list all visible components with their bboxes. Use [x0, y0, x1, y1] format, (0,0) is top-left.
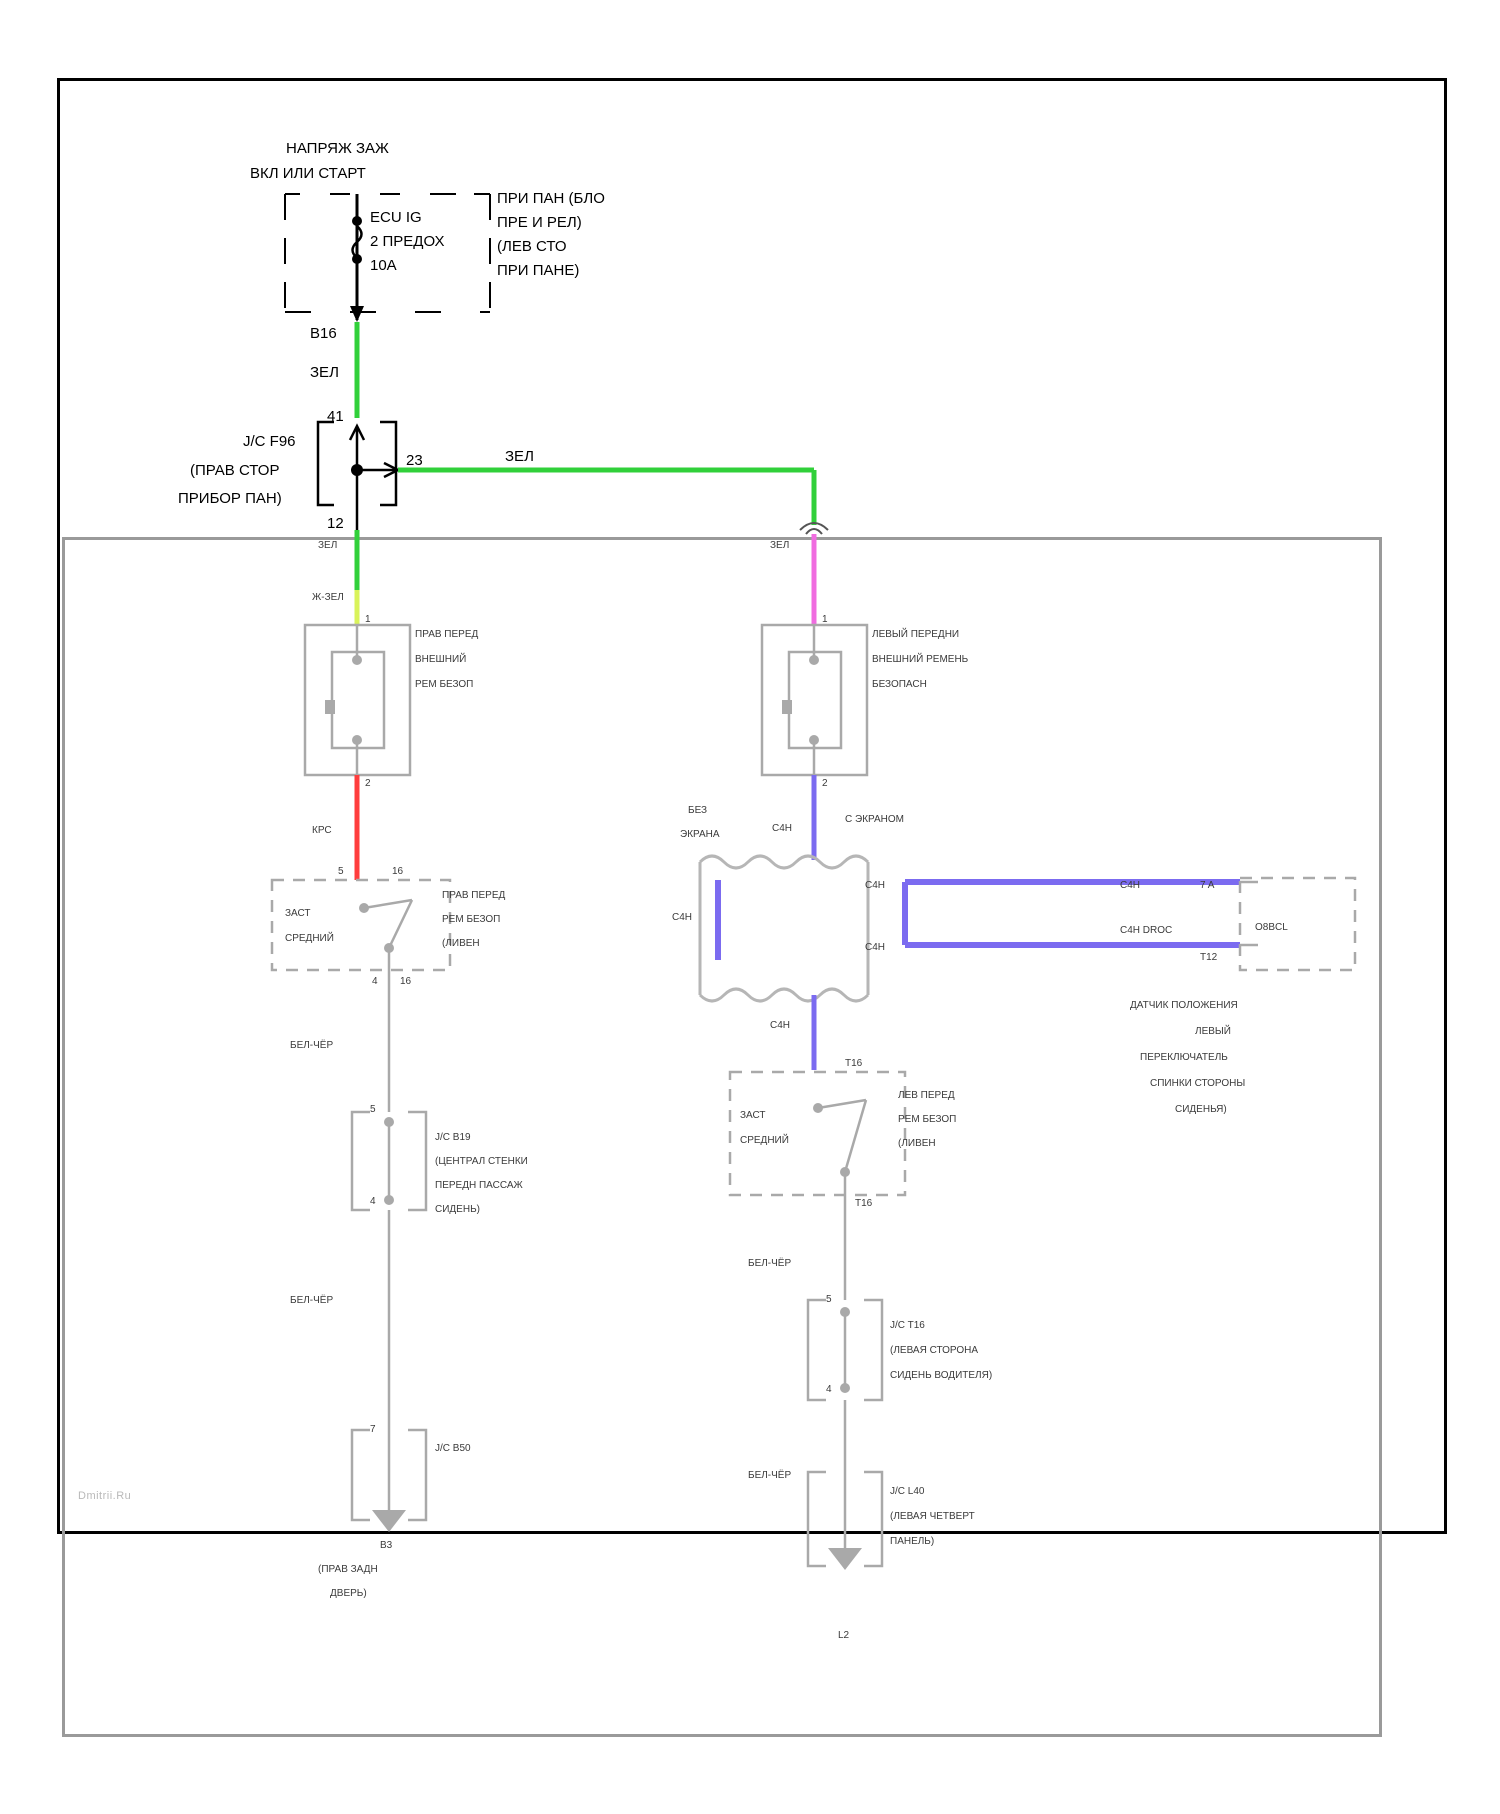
right-conn-note-2: СРЕДНИЙ — [740, 1135, 789, 1146]
left-jc-name: J/C B19 — [435, 1132, 471, 1143]
right-noshield-label-2: ЭКРАНА — [680, 829, 720, 840]
right-occ-label-4: СПИНКИ СТОРОНЫ — [1150, 1078, 1246, 1089]
right-shield-label: С ЭКРАНОМ — [845, 814, 905, 825]
right-occ-label-2: ЛЕВЫЙ — [1195, 1026, 1231, 1037]
fuse-name-label: ECU IG — [370, 209, 422, 226]
ignition-label-line1: НАПРЯЖ ЗАЖ — [286, 140, 389, 157]
left-conn-note-1: ЗАСТ — [285, 908, 311, 919]
panel-note-line3: (ЛЕВ СТО — [497, 238, 567, 255]
left-connector-pin-in: 5 — [338, 866, 344, 877]
left-pin-below-1: 4 — [372, 976, 378, 987]
junction-pin-23-label: 23 — [406, 452, 423, 469]
left-jc-pin-in: 5 — [370, 1104, 376, 1115]
right-occ-pin-3: T12 — [1200, 952, 1218, 963]
fuse-count-label: 2 ПРЕДОХ — [370, 233, 445, 250]
junction-name-label: J/C F96 — [243, 433, 296, 450]
left-wire-label-green: ЗЕЛ — [318, 540, 338, 551]
right-buckle-label-1: ЛЕВЫЙ ПЕРЕДНИ — [872, 629, 960, 640]
left-ground-note-2: ДВЕРЬ) — [330, 1588, 367, 1599]
left-ground-pin: 7 — [370, 1424, 376, 1435]
right-wire-label-bw-2: БЕЛ-ЧЁР — [748, 1470, 792, 1481]
wire-green-label-right: ЗЕЛ — [505, 448, 534, 465]
panel-note-line4: ПРИ ПАНЕ) — [497, 262, 580, 279]
left-switch-label-3: (ЛИВЕН — [442, 938, 480, 949]
junction-pin-41-label: 41 — [327, 408, 344, 425]
left-wire-label-bw-2: БЕЛ-ЧЁР — [290, 1295, 334, 1306]
left-wire-label-ygreen: Ж-ЗЕЛ — [312, 592, 344, 603]
left-wire-label-bw-1: БЕЛ-ЧЁР — [290, 1040, 334, 1051]
left-ground-id: B3 — [380, 1540, 393, 1551]
right-ground-note-2: ПАНЕЛЬ) — [890, 1536, 935, 1547]
right-jc-name: J/C T16 — [890, 1320, 925, 1331]
right-wire-label-bw-1: БЕЛ-ЧЁР — [748, 1258, 792, 1269]
left-buckle-pin-bottom: 2 — [365, 778, 371, 789]
right-ground-jc: J/C L40 — [890, 1486, 925, 1497]
fuse-rating-label: 10A — [370, 257, 397, 274]
right-c4h-label-e: C4H — [1120, 880, 1141, 891]
right-conn-note-1: ЗАСТ — [740, 1110, 766, 1121]
right-buckle-label-3: БЕЗОПАСН — [872, 679, 927, 690]
left-switch-label-2: РЕМ БЕЗОП — [442, 914, 501, 925]
right-ground-id: L2 — [838, 1630, 850, 1641]
left-buckle-label-2: ВНЕШНИЙ — [415, 654, 467, 665]
right-noshield-label-1: БЕЗ — [688, 805, 708, 816]
right-c4h-label-f: C4H — [770, 1020, 791, 1031]
right-switch-label-3: (ЛИВЕН — [898, 1138, 936, 1149]
left-wire-label-red: КРС — [312, 825, 332, 836]
right-buckle-label-2: ВНЕШНИЙ РЕМЕНЬ — [872, 654, 969, 665]
right-occ-pin-2: C4H DROC — [1120, 925, 1173, 936]
panel-note-line2: ПРЕ И РЕЛ) — [497, 214, 582, 231]
left-switch-label-1: ПРАВ ПЕРЕД — [442, 890, 506, 901]
right-occ-label-1: ДАТЧИК ПОЛОЖЕНИЯ — [1130, 1000, 1238, 1011]
left-jc-pin-out: 4 — [370, 1196, 376, 1207]
left-ground-note-1: (ПРАВ ЗАДН — [318, 1564, 378, 1575]
junction-pin-12-label: 12 — [327, 515, 344, 532]
right-jc-note-2: СИДЕНЬ ВОДИТЕЛЯ) — [890, 1370, 993, 1381]
diagram-inner-frame — [62, 537, 1382, 1737]
left-jc-note-1: (ЦЕНТРАЛ СТЕНКИ — [435, 1156, 528, 1167]
junction-note-line1: (ПРАВ СТОР — [190, 462, 280, 479]
right-wire-label-green: ЗЕЛ — [770, 540, 790, 551]
right-c4h-label-c: C4H — [672, 912, 693, 923]
right-occ-connector: O8BCL — [1255, 922, 1288, 933]
right-switch-label-1: ЛЕВ ПЕРЕД — [898, 1090, 955, 1101]
footer-watermark: Dmitrii.Ru — [78, 1490, 132, 1502]
right-jc-pin-out: 4 — [826, 1384, 832, 1395]
right-pin-below: T16 — [855, 1198, 873, 1209]
right-c4h-label-b: C4H — [865, 880, 886, 891]
connector-b16-label: B16 — [310, 325, 337, 342]
left-ground-jc: J/C B50 — [435, 1443, 471, 1454]
right-buckle-pin-bottom: 2 — [822, 778, 828, 789]
right-jc-note-1: (ЛЕВАЯ СТОРОНА — [890, 1345, 979, 1356]
right-c4h-label-d: C4H — [865, 942, 886, 953]
left-buckle-label-3: РЕМ БЕЗОП — [415, 679, 474, 690]
right-mid-pin: T16 — [845, 1058, 863, 1069]
right-c4h-label-a: C4H — [772, 823, 793, 834]
ignition-label-line2: ВКЛ ИЛИ СТАРТ — [250, 165, 366, 182]
right-ground-note-1: (ЛЕВАЯ ЧЕТВЕРТ — [890, 1511, 975, 1522]
panel-note-line1: ПРИ ПАН (БЛО — [497, 190, 605, 207]
wire-green-label-top: ЗЕЛ — [310, 364, 339, 381]
right-occ-pin-1: 7 A — [1200, 880, 1215, 891]
left-pin-below-2: 16 — [400, 976, 412, 987]
right-occ-label-5: СИДЕНЬЯ) — [1175, 1104, 1227, 1115]
left-connector-pin-out: 16 — [392, 866, 404, 877]
left-buckle-label-1: ПРАВ ПЕРЕД — [415, 629, 479, 640]
left-jc-note-2: ПЕРЕДН ПАССАЖ — [435, 1180, 523, 1191]
right-switch-label-2: РЕМ БЕЗОП — [898, 1114, 957, 1125]
right-jc-pin-in: 5 — [826, 1294, 832, 1305]
right-buckle-pin-top: 1 — [822, 614, 828, 625]
left-buckle-pin-top: 1 — [365, 614, 371, 625]
right-occ-label-3: ПЕРЕКЛЮЧАТЕЛЬ — [1140, 1052, 1228, 1063]
left-jc-note-3: СИДЕНЬ) — [435, 1204, 480, 1215]
junction-note-line2: ПРИБОР ПАН) — [178, 490, 282, 507]
left-conn-note-2: СРЕДНИЙ — [285, 933, 334, 944]
